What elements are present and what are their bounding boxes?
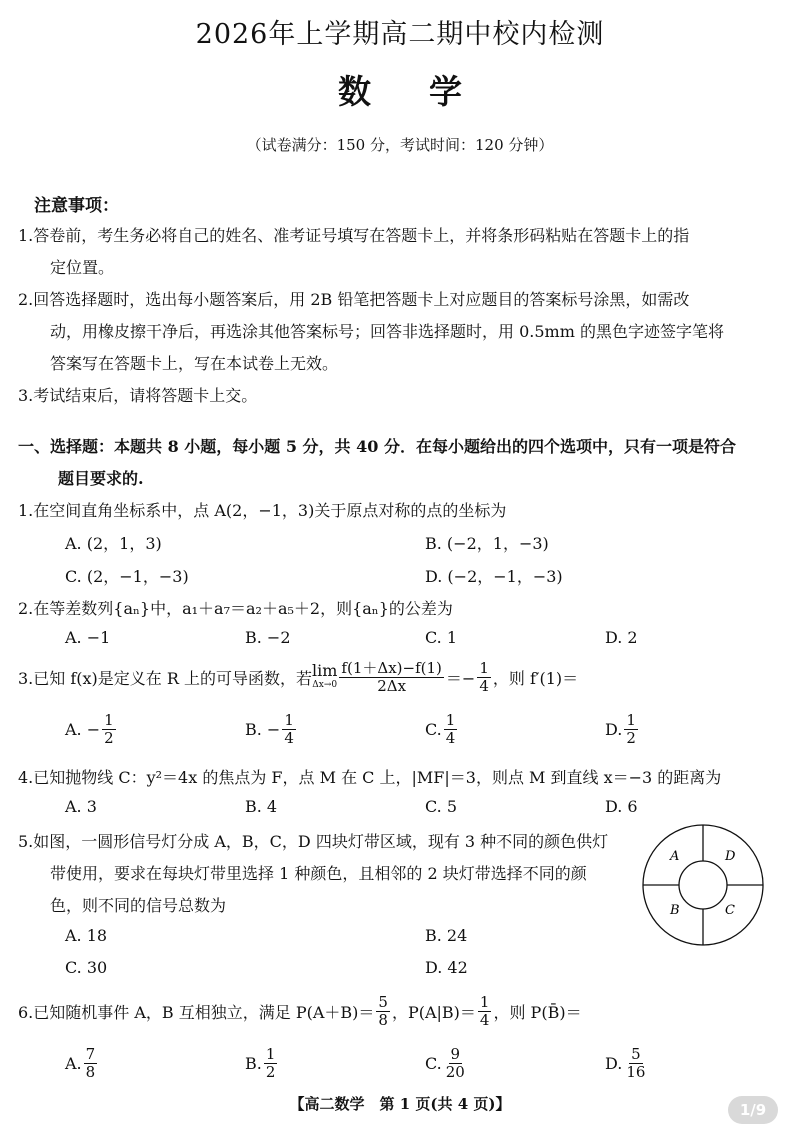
option-fraction <box>84 1046 98 1081</box>
q3-prefix: 3.已知 f(x)是定义在 R 上的可导函数，若 <box>18 669 313 688</box>
q6-mid: ，P(A|B)＝ <box>391 1003 476 1022</box>
limit-fraction <box>339 660 443 695</box>
q2-option-d: D. 2 <box>605 628 638 647</box>
option-label: A. − <box>65 720 101 739</box>
question-5-line: 色，则不同的信号总数为 <box>50 896 227 915</box>
q5-option-a: A. 18 <box>65 926 108 945</box>
region-label-c: C <box>725 903 735 918</box>
note-line: 1.答卷前，考生务必将自己的姓名、准考证号填写在答题卡上，并将条形码粘贴在答题卡上的指 <box>18 226 690 245</box>
q4-option-d: D. 6 <box>605 797 638 816</box>
section-heading: 一、选择题：本题共 8 小题，每小题 5 分，共 40 分．在每小题给出的四个选项中，只有一项是符合 <box>18 437 736 456</box>
q6-suffix: ，则 P(B̄)＝ <box>493 1003 582 1022</box>
option-label: D. <box>605 1054 623 1073</box>
option-label: B. <box>245 1054 262 1073</box>
note-line: 2.回答选择题时，选出每小题答案后，用 2B 铅笔把答题卡上对应题目的答案标号涂黑，如需改 <box>18 290 690 309</box>
question-5-line: 带使用，要求在每块灯带里选择 1 种颜色，且相邻的 2 块灯带选择不同的颜 <box>50 864 587 883</box>
notes-heading: 注意事项： <box>34 196 119 216</box>
q2-option-c: C. 1 <box>425 628 458 647</box>
option-label: B. − <box>245 720 281 739</box>
q3-option-a <box>65 712 118 747</box>
option-label: C. <box>425 1054 442 1073</box>
q5-option-d: D. 42 <box>425 958 468 977</box>
fraction-numerator: 1 <box>104 711 114 729</box>
fraction-numerator: 1 <box>479 659 489 677</box>
q3-option-b <box>245 712 298 747</box>
q1-option-b: B. (−2，1，−3) <box>425 534 549 553</box>
fraction-denominator: 2 <box>265 1063 276 1081</box>
fraction-numerator: 7 <box>85 1045 96 1063</box>
page-indicator-badge[interactable]: 1/9 <box>728 1096 778 1124</box>
q6-fraction-1 <box>376 994 390 1029</box>
exam-meta: （试卷满分：150 分，考试时间：120 分钟） <box>246 136 554 154</box>
fraction-numerator: 1 <box>479 993 490 1011</box>
fraction-numerator: 1 <box>265 1045 276 1063</box>
subject-title: 数学 <box>338 72 520 111</box>
fraction-numerator: f(1＋Δx)−f(1) <box>341 659 442 677</box>
q4-option-a: A. 3 <box>65 797 97 816</box>
fraction-denominator: 4 <box>479 1011 490 1029</box>
fraction-numerator: 1 <box>445 711 456 729</box>
q6-option-c <box>425 1046 469 1081</box>
note-line: 定位置。 <box>50 258 115 277</box>
option-fraction <box>282 712 296 747</box>
q4-option-c: C. 5 <box>425 797 458 816</box>
option-fraction <box>444 712 458 747</box>
option-label: A. <box>65 1054 82 1073</box>
q6-option-b <box>245 1046 279 1081</box>
fraction-denominator: 4 <box>445 729 456 747</box>
question-2-stem: 2.在等差数列{aₙ}中，a₁＋a₇＝a₂＋a₅＋2，则{aₙ}的公差为 <box>18 599 453 618</box>
q3-option-d <box>605 712 640 747</box>
q1-option-a: A. (2，1，3) <box>65 534 162 553</box>
fraction-denominator: 16 <box>626 1063 646 1081</box>
option-label: C. <box>425 720 442 739</box>
section-heading-cont: 题目要求的. <box>58 469 144 488</box>
q1-option-c: C. (2，−1，−3) <box>65 567 189 586</box>
question-1-stem: 1.在空间直角坐标系中，点 A(2，−1，3)关于原点对称的点的坐标为 <box>18 501 507 520</box>
page-footer: 【高二数学 第 1 页(共 4 页)】 <box>289 1095 511 1113</box>
fraction-denominator: 2Δx <box>377 677 407 695</box>
fraction-denominator: 4 <box>479 677 489 695</box>
fraction-numerator: 5 <box>631 1045 641 1063</box>
fraction-denominator: 8 <box>378 1011 388 1029</box>
question-3-stem <box>18 660 578 695</box>
fraction-numerator: 5 <box>378 993 388 1011</box>
option-fraction <box>624 712 638 747</box>
region-label-d: D <box>725 849 736 864</box>
question-4-stem: 4.已知抛物线 C：y²＝4x 的焦点为 F，点 M 在 C 上，|MF|＝3，则点 M 到直线 x＝−3 的距离为 <box>18 768 722 787</box>
rhs-fraction <box>477 660 491 695</box>
question-6-stem <box>18 994 582 1029</box>
q3-suffix: ，则 f′(1)＝ <box>492 669 579 688</box>
fraction-denominator: 2 <box>626 729 636 747</box>
fraction-denominator: 2 <box>104 729 114 747</box>
q5-option-b: B. 24 <box>425 926 468 945</box>
lim-subscript: Δx→0 <box>312 679 338 690</box>
question-5-line: 5.如图，一圆形信号灯分成 A，B，C，D 四块灯带区域，现有 3 种不同的颜色供灯 <box>18 832 609 851</box>
q1-option-d: D. (−2，−1，−3) <box>425 567 563 586</box>
limit-symbol <box>312 660 338 692</box>
q3-option-c <box>425 712 459 747</box>
q6-option-a <box>65 1046 99 1081</box>
fraction-denominator: 20 <box>445 1063 465 1081</box>
q6-prefix: 6.已知随机事件 A，B 互相独立，满足 P(A＋B)＝ <box>18 1003 375 1022</box>
option-fraction <box>624 1046 647 1081</box>
region-label-a: A <box>670 849 680 864</box>
option-fraction <box>264 1046 278 1081</box>
q2-option-a: A. −1 <box>65 628 111 647</box>
q6-fraction-2 <box>478 994 492 1029</box>
note-line: 答案写在答题卡上，写在本试卷上无效。 <box>50 354 339 373</box>
fraction-numerator: 1 <box>284 711 294 729</box>
fraction-numerator: 9 <box>450 1045 461 1063</box>
option-fraction <box>444 1046 467 1081</box>
q3-mid: ＝− <box>445 669 476 688</box>
fraction-denominator: 4 <box>284 729 294 747</box>
region-label-b: B <box>670 903 680 918</box>
fraction-numerator: 1 <box>626 711 636 729</box>
inner-circle <box>679 861 727 909</box>
q5-option-c: C. 30 <box>65 958 108 977</box>
q6-option-d <box>605 1046 649 1081</box>
signal-light-figure <box>640 822 766 948</box>
fraction-denominator: 8 <box>85 1063 96 1081</box>
option-label: D. <box>605 720 623 739</box>
lim-text: lim <box>312 660 338 680</box>
exam-title: 2026年上学期高二期中校内检测 <box>195 19 605 50</box>
option-fraction <box>102 712 116 747</box>
q4-option-b: B. 4 <box>245 797 278 816</box>
note-line: 动，用橡皮擦干净后，再选涂其他答案标号；回答非选择题时，用 0.5mm 的黑色字迹签字笔将 <box>50 322 724 341</box>
q2-option-b: B. −2 <box>245 628 291 647</box>
note-line: 3.考试结束后，请将答题卡上交。 <box>18 386 258 405</box>
